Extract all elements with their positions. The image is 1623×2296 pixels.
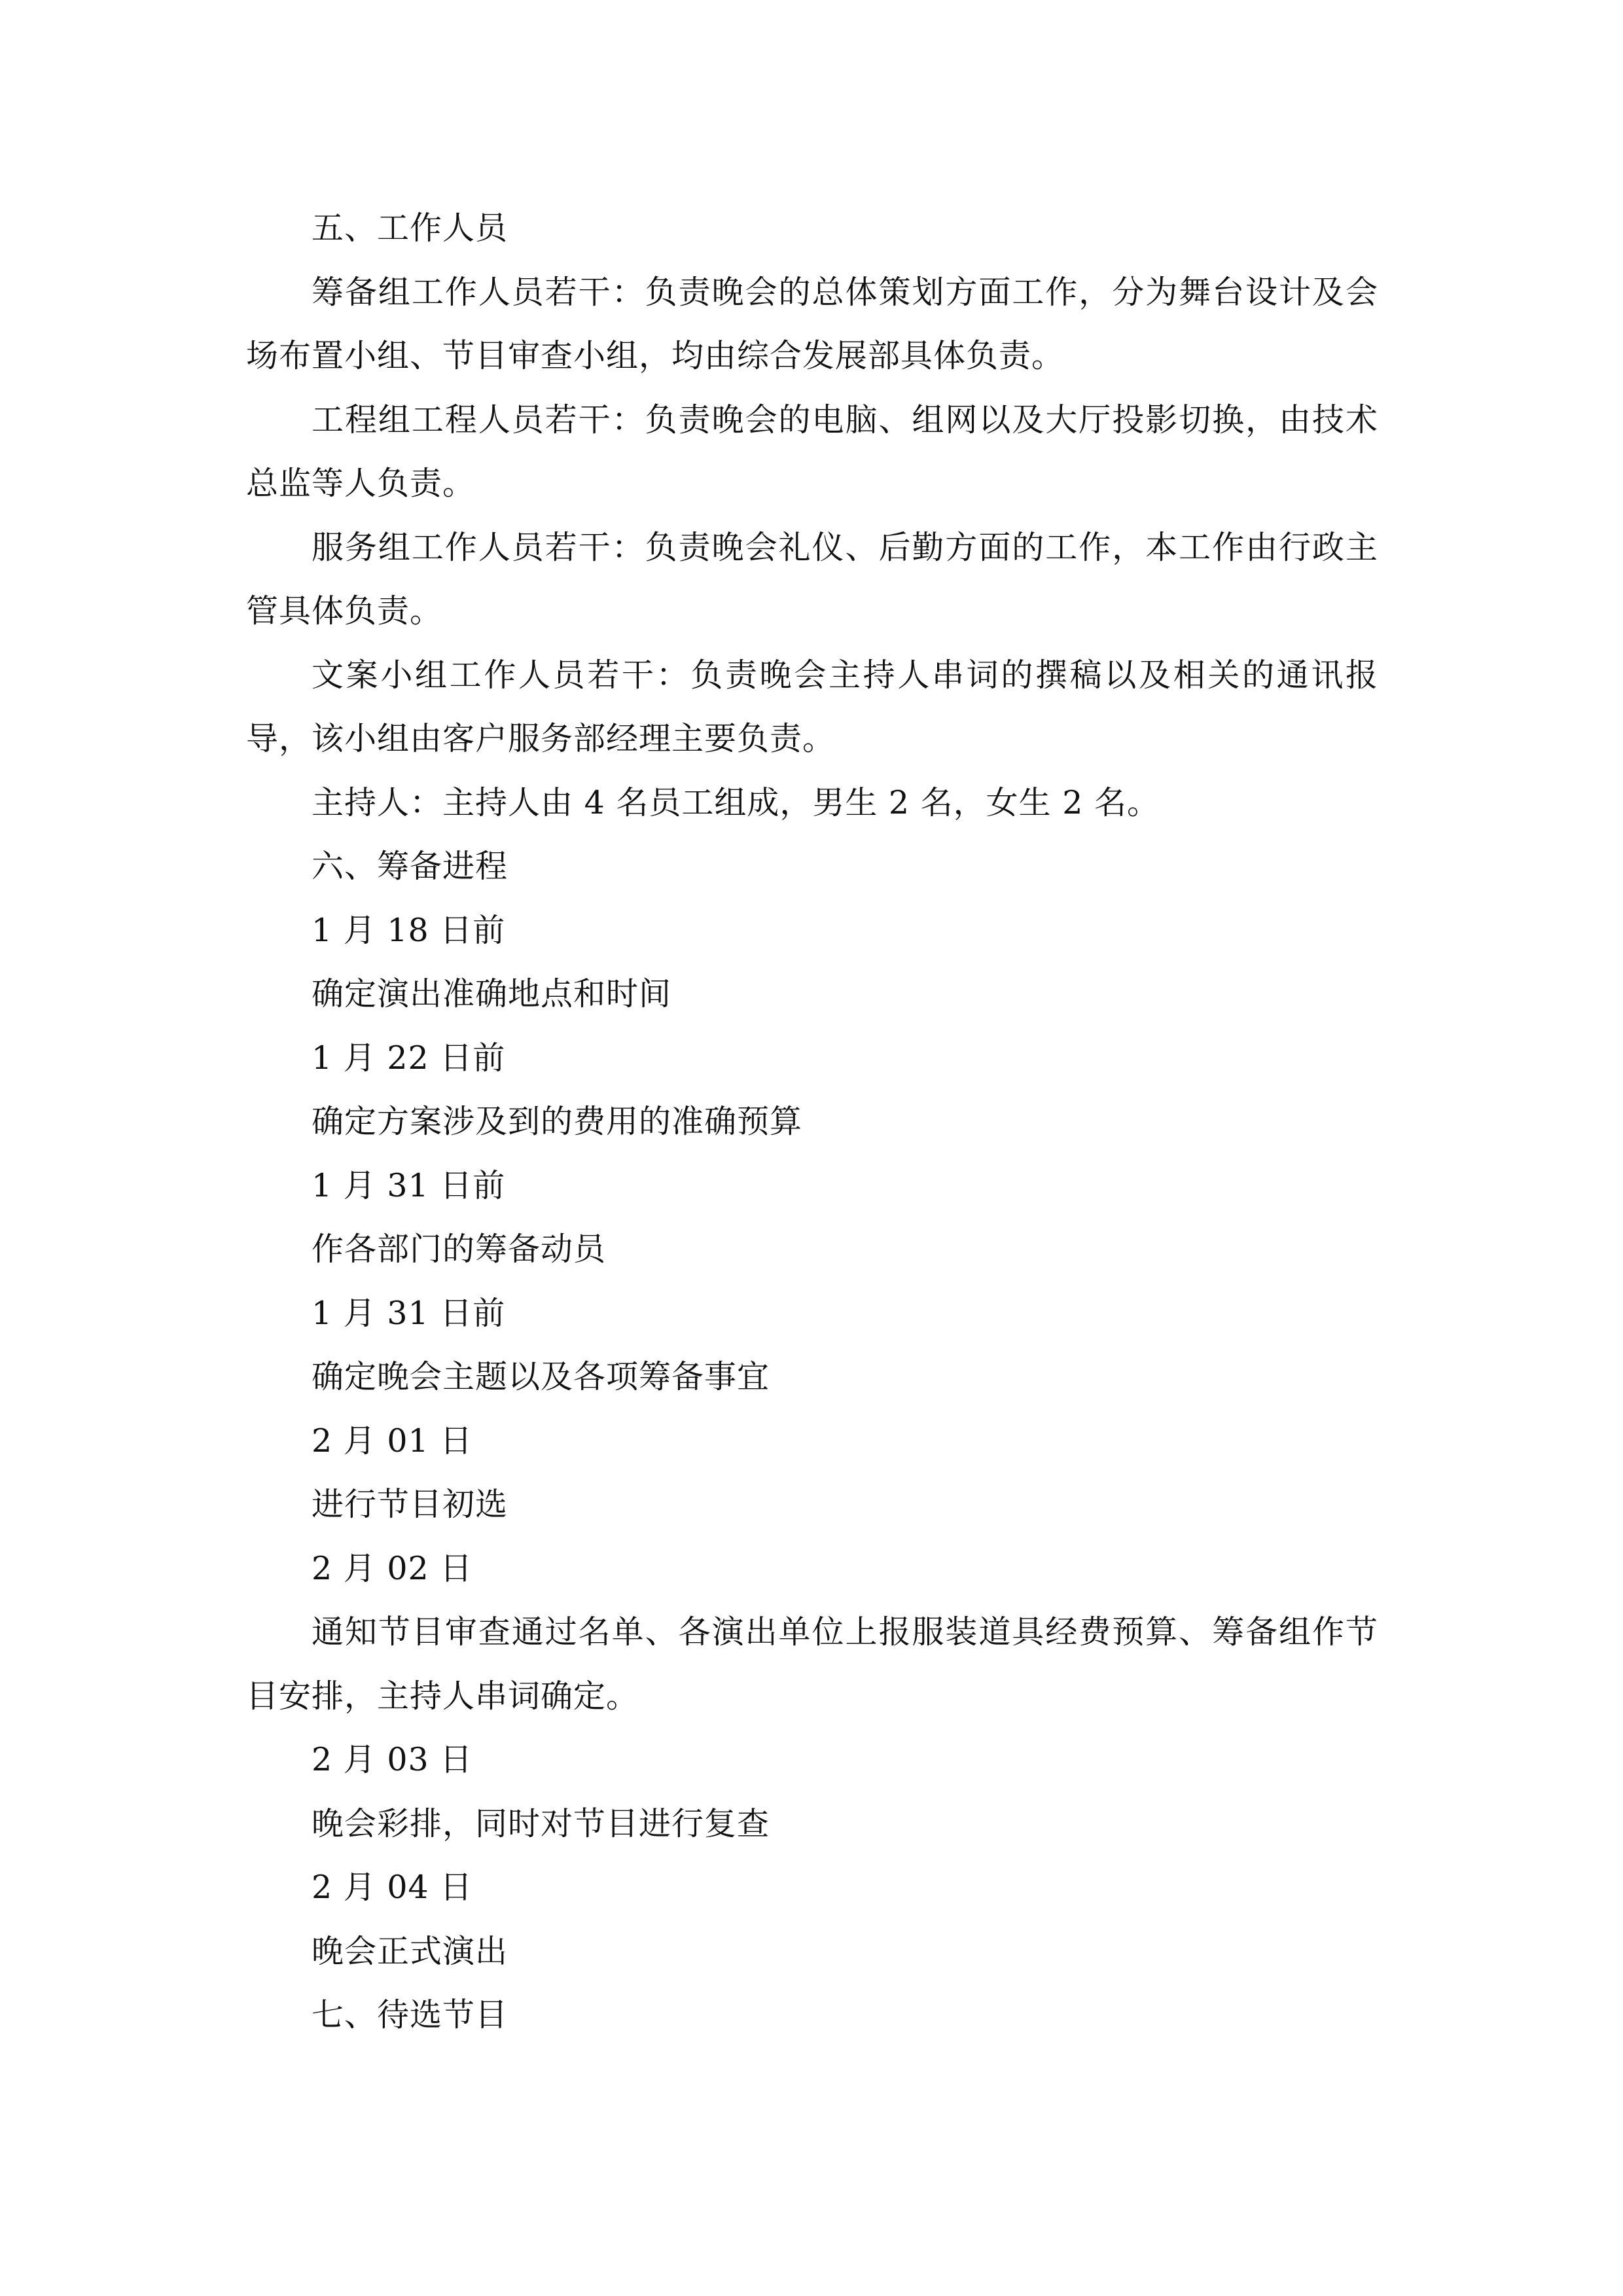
schedule-date: 1 月 18 日前 [312,911,506,949]
schedule-task: 晚会彩排，同时对节目进行复查 [312,1804,770,1842]
schedule-date: 1 月 31 日前 [312,1294,506,1332]
schedule-task: 通知节目审查通过名单、各演出单位上报服装道具经费预算、筹备组作节目安排，主持人串词确定。 [246,1613,1378,1715]
schedule-date: 1 月 22 日前 [312,1039,506,1077]
schedule-task: 确定方案涉及到的费用的准确预算 [312,1103,803,1140]
schedule-date: 1 月 31 日前 [312,1166,506,1204]
section-heading-staff: 五、工作人员 [312,209,508,247]
schedule-task: 进行节目初选 [312,1486,508,1523]
paragraph-service-group: 服务组工作人员若干：负责晚会礼仪、后勤方面的工作，本工作由行政主管具体负责。 [246,528,1378,630]
schedule-date: 2 月 03 日 [312,1741,473,1778]
schedule-task: 作各部门的筹备动员 [312,1230,607,1268]
schedule-task: 确定晚会主题以及各项筹备事宜 [312,1358,770,1395]
schedule-date: 2 月 04 日 [312,1869,473,1906]
section-heading-programs: 七、待选节目 [312,1996,508,2034]
schedule-date: 2 月 01 日 [312,1422,473,1460]
schedule-task: 确定演出准确地点和时间 [312,975,672,1013]
schedule-date: 2 月 02 日 [312,1549,473,1587]
section-heading-preparation: 六、筹备进程 [312,848,508,885]
paragraph-hosts: 主持人：主持人由 4 名员工组成，男生 2 名，女生 2 名。 [312,783,1160,821]
schedule-task: 晚会正式演出 [312,1932,508,1970]
document-body [246,196,1378,2047]
paragraph-copywriting-group: 文案小组工作人员若干：负责晚会主持人串词的撰稿以及相关的通讯报导，该小组由客户服务部经理主要负责。 [246,656,1378,757]
paragraph-engineering-group: 工程组工程人员若干：负责晚会的电脑、组网以及大厅投影切换，由技术总监等人负责。 [246,401,1378,502]
paragraph-planning-group: 筹备组工作人员若干：负责晚会的总体策划方面工作，分为舞台设计及会场布置小组、节目审查小组，均由综合发展部具体负责。 [246,273,1378,374]
